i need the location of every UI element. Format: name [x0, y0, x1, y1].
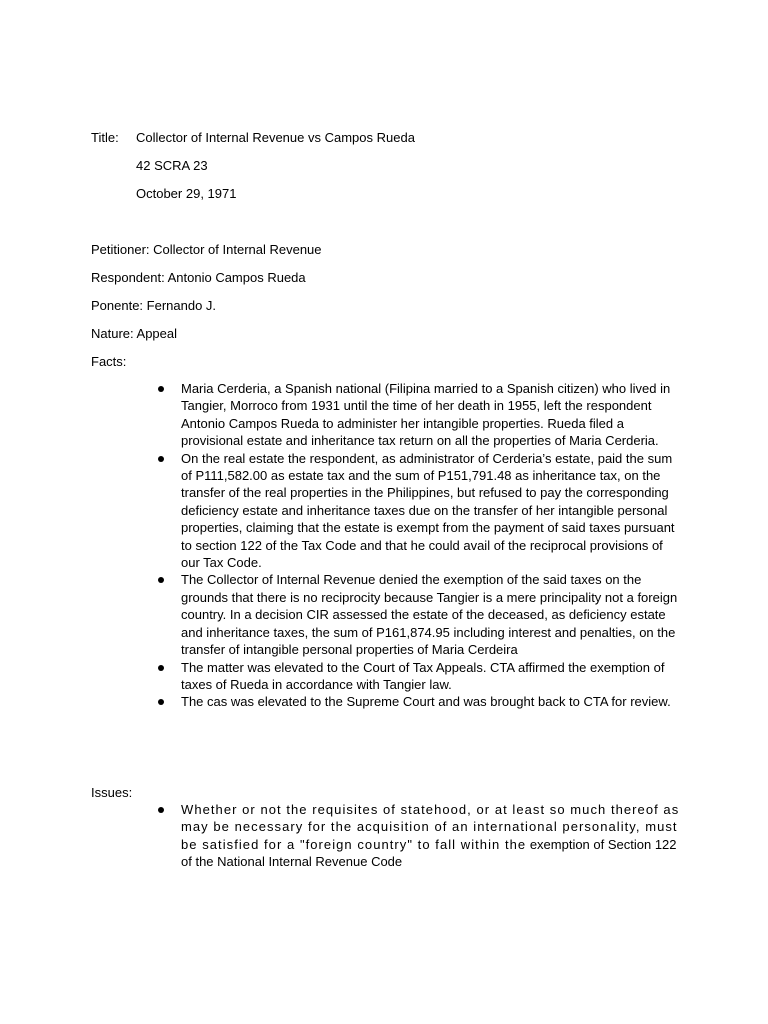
fact-item: [181, 380, 681, 450]
issue-item: [181, 801, 681, 871]
fact-item: [181, 659, 681, 694]
fact-text: Maria Cerderia, a Spanish national (Filipina married to a Spanish citizen) who lived in Tangier, Morroco from 1931 until the time of her death in 1955, left the respondent Antonio Campos Rueda to administer her intangible properties. Rueda filed a provisional estate and inheritance tax return on all the properties of Maria Cerderia.: [181, 381, 671, 449]
ponente-line: Ponente: Fernando J.: [91, 298, 217, 313]
bullet-icon: [158, 386, 164, 392]
facts-list: [181, 380, 681, 711]
bullet-icon: [158, 699, 164, 705]
issue-text-tail: exemption of Section 122 of the National Internal Revenue Code: [181, 836, 677, 870]
bullet-icon: [158, 665, 164, 671]
fact-item: [181, 571, 681, 658]
petitioner-line: Petitioner: Collector of Internal Revenue: [91, 242, 322, 257]
fact-text: The Collector of Internal Revenue denied the exemption of the said taxes on the grounds that there is no reciprocity because Tangier is a mere principality not a foreign country. In a decision CIR assessed the estate of the deceased, as deficiency estate and inheritance taxes, the sum of P161,874.95 including interest and penalties, on the transfer of intangible personal properties of Maria Cerdeira: [181, 572, 678, 658]
fact-text: On the real estate the respondent, as administrator of Cerderia’s estate, paid the sum of P111,582.00 as estate tax and the sum of P151,791.48 as inheritance tax, on the transfer of the real properties in the Philippines, but refused to pay the corresponding deficiency estate and inheritance taxes due on the transfer of her intangible personal properties, claiming that the estate is exempt from the payment of said taxes pursuant to section 122 of the Tax Code and that he could avail of the reciprocal provisions of our Tax Code.: [181, 450, 675, 571]
fact-text: The cas was elevated to the Supreme Court and was brought back to CTA for review.: [181, 694, 671, 710]
issues-list: [181, 801, 681, 871]
case-citation: 42 SCRA 23: [136, 158, 208, 173]
bullet-icon: [158, 807, 164, 813]
fact-item: [181, 450, 681, 572]
bullet-icon: [158, 577, 164, 583]
nature-line: Nature: Appeal: [91, 326, 178, 341]
facts-heading: Facts:: [91, 354, 127, 369]
case-title: Collector of Internal Revenue vs Campos Rueda: [136, 130, 415, 145]
fact-text: The matter was elevated to the Court of Tax Appeals. CTA affirmed the exemption of taxes of Rueda in accordance with Tangier law.: [181, 659, 665, 692]
fact-item: [181, 693, 681, 710]
bullet-icon: [158, 456, 164, 462]
issues-heading: Issues:: [91, 785, 133, 800]
case-date: October 29, 1971: [136, 186, 237, 201]
respondent-line: Respondent: Antonio Campos Rueda: [91, 270, 306, 285]
issue-text: Whether or not the requisites of statehood, or at least so much thereof as may be necessary for the acquisition of an international personality, must be satisfied for a "foreign country" to fall within the: [181, 802, 680, 852]
title-label: Title:: [91, 130, 119, 145]
